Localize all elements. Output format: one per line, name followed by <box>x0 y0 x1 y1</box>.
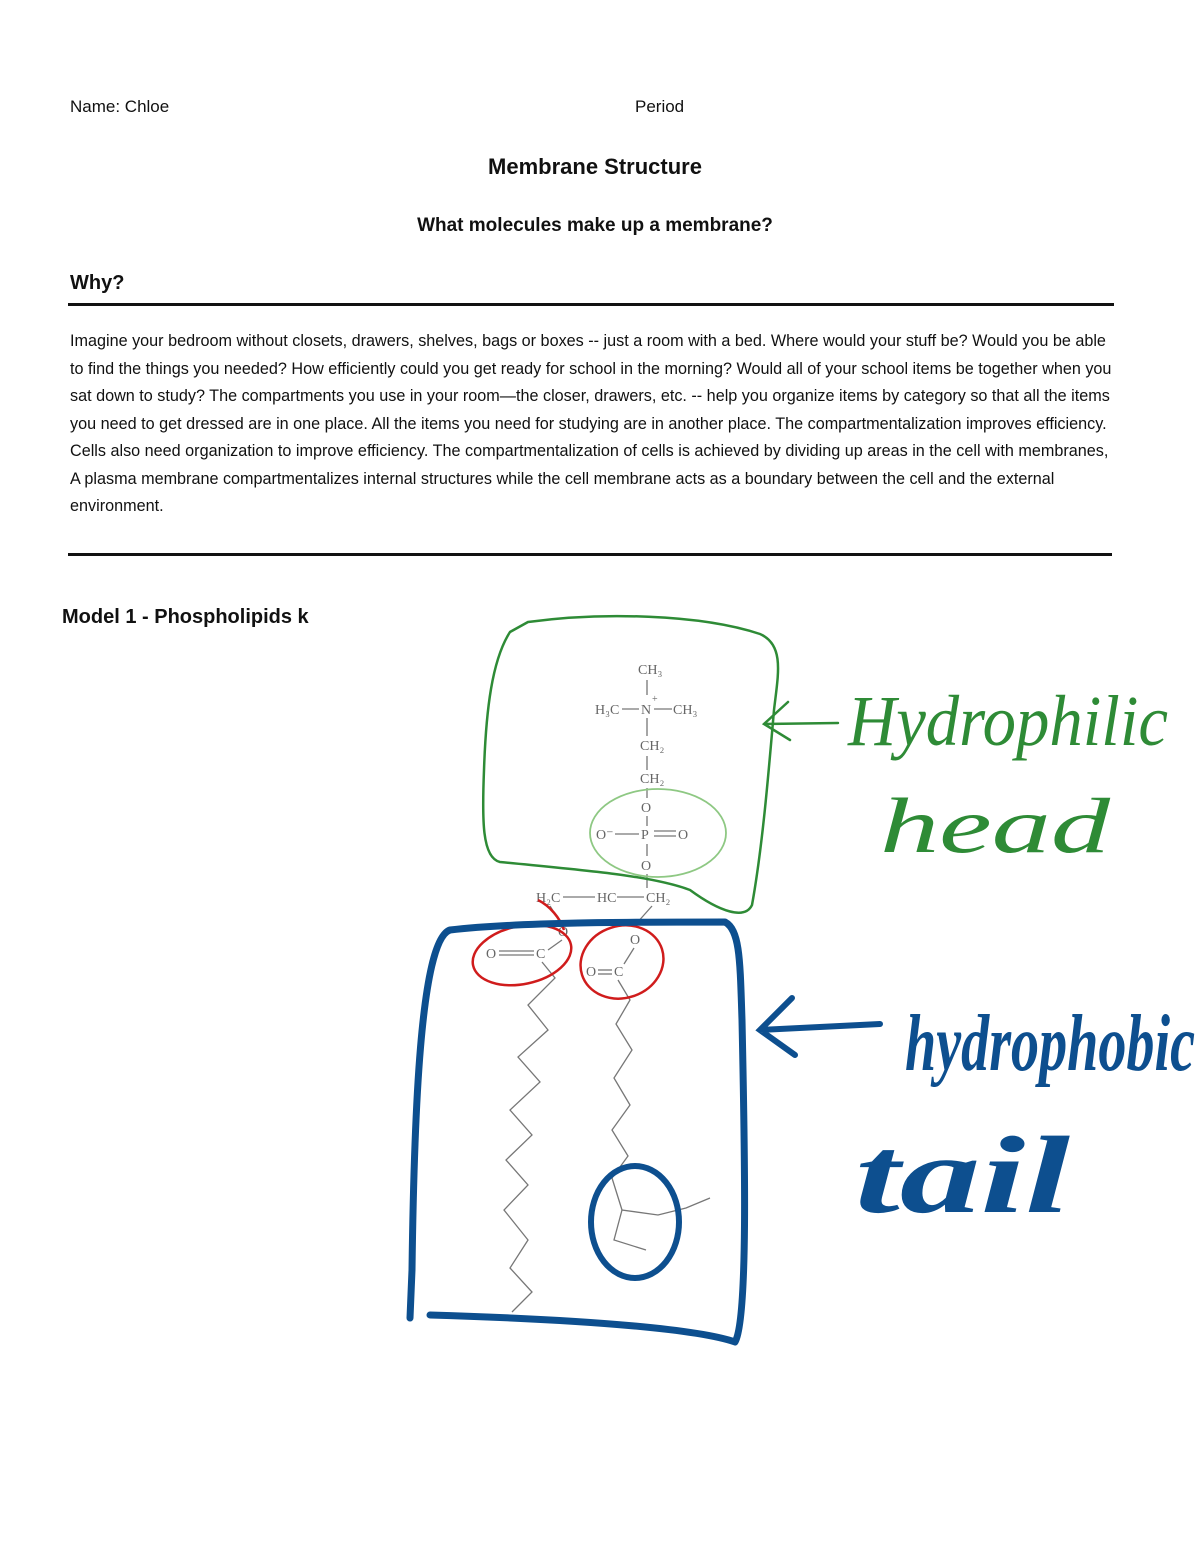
mol-n-left: H₃C <box>595 703 620 718</box>
why-paragraph: Imagine your bedroom without closets, drawers, shelves, bags or boxes -- just a room with a bed. Where would your stuff be? Would you be able to find the things you needed? How efficiently could you get ready for school in the morning? Would all of your school items be together when you sat down to study? The compartments you use in your room—the closer, drawers, etc. -- help you organize items by category so that all the items you need to get dressed are in one place. All the items you need for studying are in another place. The compartmentalization improves efficiency. Cells also need organization to improve efficiency. The compartmentalization of cells is achieved by dividing up areas in the cell with membranes, A plasma membrane compartmentalizes internal structures while the cell membrane acts as a boundary between the cell and the external environment. <box>70 332 1112 515</box>
fatty-acid-chains <box>504 962 710 1312</box>
hydrophilic-head-annotation <box>483 616 1168 913</box>
phospholipid-diagram <box>400 600 1200 1380</box>
mol-ch2-b: CH₂ <box>640 772 665 787</box>
head-label-head: head <box>880 782 1112 869</box>
mol-ch2-a: CH₂ <box>640 739 665 754</box>
tail-outline <box>410 922 745 1342</box>
mol-ch3-top: CH₃ <box>638 663 663 678</box>
divider-bottom <box>68 553 1112 556</box>
divider-top <box>68 303 1114 306</box>
ester-circle-right <box>571 915 673 1009</box>
mol-carbonyl-right-c: C <box>614 965 624 980</box>
mol-ester-o-right: O <box>630 933 641 948</box>
mol-n-charge: + <box>652 694 658 705</box>
tail-label-tail: tail <box>855 1114 1071 1236</box>
tail-arrow <box>760 998 880 1055</box>
tail-circle <box>591 1166 679 1278</box>
period-label: Period <box>635 97 685 116</box>
page-title: Membrane Structure <box>488 154 702 179</box>
mol-ester-o-left: O <box>558 925 569 940</box>
head-label-hydrophilic: Hydrophilic <box>847 681 1169 761</box>
mol-p-center: P <box>641 828 649 843</box>
mol-p-left: O⁻ <box>596 828 614 843</box>
mol-carbonyl-left-c: C <box>536 947 546 962</box>
guiding-question: What molecules make up a membrane? <box>417 215 773 236</box>
head-outline <box>483 616 778 913</box>
mol-glycerol-center: HC <box>597 891 617 906</box>
mol-carbonyl-left-o: O <box>486 947 497 962</box>
mol-carbonyl-right-o: O <box>586 965 597 980</box>
mol-n-center: N <box>641 703 652 718</box>
mol-p-right: O <box>678 828 689 843</box>
mol-o-bottom: O <box>641 859 652 874</box>
mol-glycerol-left: H₂C <box>536 891 561 906</box>
tail-label-hydrophobic: hydrophobic <box>905 1000 1195 1088</box>
mol-o-top: O <box>641 801 652 816</box>
model-label: Model 1 - Phospholipids k <box>62 606 309 628</box>
why-heading: Why? <box>70 272 125 294</box>
mol-glycerol-right: CH₂ <box>646 891 671 906</box>
hydrophobic-tail-annotation <box>410 922 1195 1342</box>
mol-n-right: CH₃ <box>673 703 698 718</box>
student-name: Name: Chloe <box>70 97 170 116</box>
